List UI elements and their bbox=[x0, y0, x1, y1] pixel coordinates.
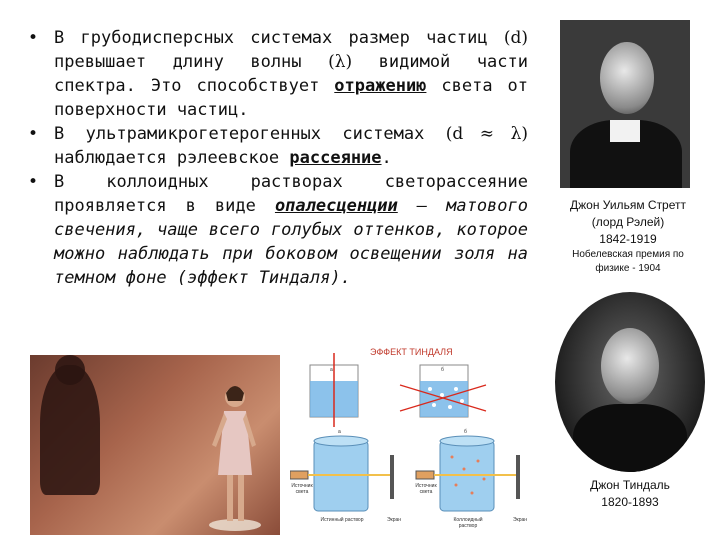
label-b-bottom: б bbox=[464, 429, 467, 435]
bullet-text-part: – матового свечения, чаще всего голубых оттенков, которое можно наблюдать при боковом освещении золя на темном фоне (эффект Тиндаля). bbox=[54, 196, 528, 288]
bullet-3-text bbox=[54, 172, 528, 288]
girl-figure bbox=[30, 355, 280, 535]
bullet-text-part: . bbox=[381, 148, 392, 168]
tyndall-caption bbox=[560, 477, 700, 511]
bullet-text-part: видимой части спектра. Это способствует bbox=[54, 52, 528, 96]
bullet-text-part: отражению bbox=[334, 76, 427, 96]
solution-label-2: Коллоидный раствор bbox=[453, 517, 483, 529]
diagram-title: ЭФФЕКТ ТИНДАЛЯ bbox=[370, 347, 453, 357]
screen-label-1: Экран bbox=[386, 517, 402, 523]
tyndall-shadow-photo bbox=[30, 355, 280, 535]
tyndall-portrait bbox=[555, 292, 705, 472]
source-label-1: Источник света bbox=[291, 483, 313, 495]
bullet-2 bbox=[28, 122, 528, 170]
tyndall-years: 1820-1893 bbox=[601, 495, 659, 509]
label-a-bottom: а bbox=[338, 429, 341, 435]
label-a-top: а bbox=[330, 367, 333, 373]
rayleigh-caption bbox=[548, 197, 708, 276]
bullet-text-part: В ультрамикрогетерогенных системах bbox=[54, 124, 446, 144]
bullet-text-part: (d) bbox=[503, 28, 528, 48]
rayleigh-name: Джон Уильям Стретт bbox=[569, 198, 686, 212]
rayleigh-nobel-year: физике - 1904 bbox=[595, 263, 661, 274]
bullet-text-part: (d ≈ λ) bbox=[445, 124, 528, 144]
bullet-text-part: опалесценции bbox=[274, 196, 398, 216]
solution-label-1: Истинный раствор bbox=[320, 517, 364, 523]
bullet-dot: • bbox=[28, 124, 39, 144]
source-label-2: Источник света bbox=[415, 483, 437, 495]
bullet-text-part: В коллоидных растворах светорассеяние проявляется в виде bbox=[54, 172, 528, 216]
bullet-text-part: превышает длину волны bbox=[54, 52, 329, 72]
bullet-text-part: наблюдается рэлеевское bbox=[54, 148, 290, 168]
bullet-text-part: рассеяние bbox=[289, 148, 382, 168]
bullet-text-part: (λ) bbox=[328, 52, 353, 72]
label-b-top: б bbox=[441, 367, 444, 373]
tyndall-diagram bbox=[290, 345, 540, 535]
bullet-text-part: света от поверхности частиц. bbox=[54, 76, 528, 120]
bullet-list bbox=[28, 26, 528, 290]
bullet-1 bbox=[28, 26, 528, 122]
screen-label-2: Экран bbox=[512, 517, 528, 523]
bullet-3 bbox=[28, 170, 528, 290]
bullet-dot: • bbox=[28, 28, 39, 48]
bullet-text-part: В грубодисперсных системах размер частиц bbox=[54, 28, 504, 48]
diagram-drawing bbox=[290, 345, 540, 535]
bullet-2-text bbox=[54, 124, 528, 168]
rayleigh-nobel: Нобелевская премия по bbox=[572, 249, 684, 260]
bullet-1-text bbox=[54, 28, 528, 120]
rayleigh-title: (лорд Рэлей) bbox=[591, 215, 665, 229]
rayleigh-portrait bbox=[560, 20, 690, 188]
rayleigh-years: 1842-1919 bbox=[599, 232, 657, 246]
bullet-dot: • bbox=[28, 172, 39, 192]
tyndall-name: Джон Тиндаль bbox=[590, 478, 670, 492]
